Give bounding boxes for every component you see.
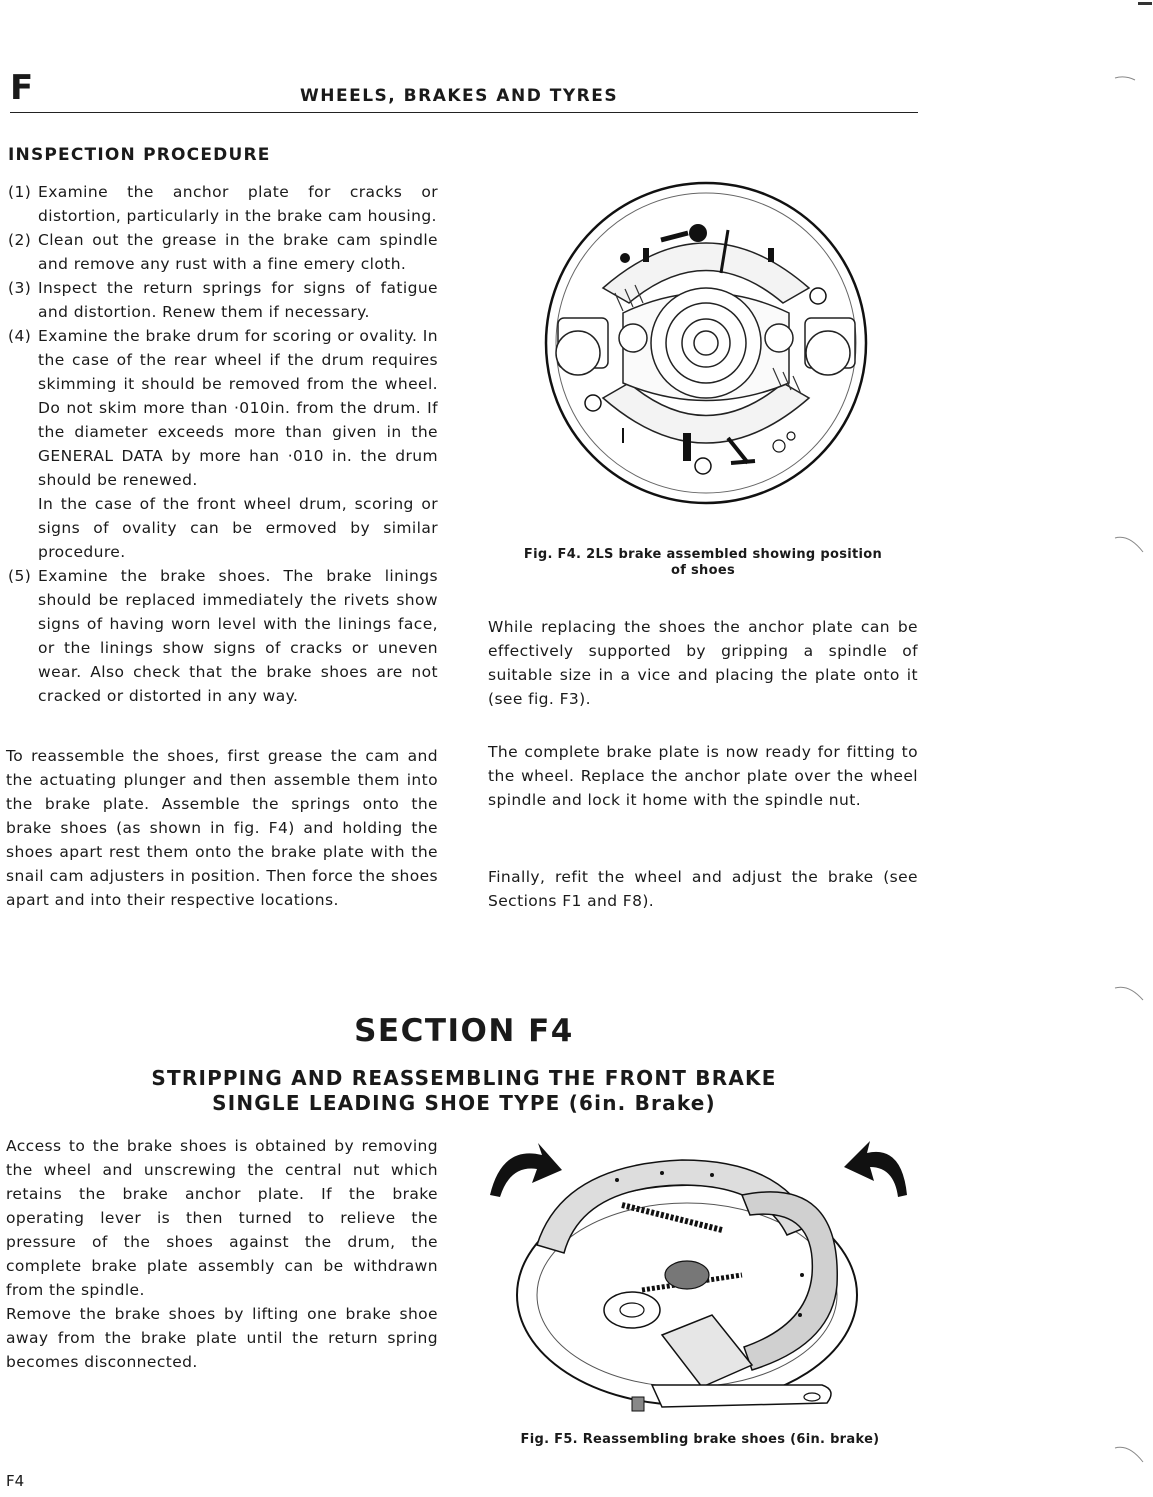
header-rule <box>10 112 918 113</box>
margin-marks <box>1113 0 1153 1497</box>
inspection-step <box>8 276 438 324</box>
step-text: Examine the anchor plate for cracks or distortion, particularly in the brake cam housing. <box>38 183 438 225</box>
section-letter: F <box>10 68 34 108</box>
inspection-heading: INSPECTION PROCEDURE <box>8 145 271 165</box>
figure-f4-caption-line2: of shoes <box>671 563 735 578</box>
right-paragraph-1: While replacing the shoes the anchor plate can be effectively supported by gripping a spindle of suitable size in a vice and placing the plate onto it (see fig. F3). <box>488 618 918 708</box>
figure-f5-brake-shoes <box>482 1135 922 1425</box>
step-number: (3) <box>8 279 32 297</box>
reassembly-paragraph: To reassemble the shoes, first grease the cam and the actuating plunger and then assemble them into the brake plate. Assemble the springs onto the brake shoes (as shown in fig. F4) and holding the shoes apart rest them onto the brake plate with the snail cam adjusters in position. Then force the shoes apart and into their respective locations. <box>6 747 438 909</box>
section-paragraph-2: Remove the brake shoes by lifting one brake shoe away from the brake plate until the return spring becomes disconnected. <box>6 1305 438 1371</box>
section-subtitle-line2: SINGLE LEADING SHOE TYPE (6in. Brake) <box>212 1091 716 1115</box>
running-title: WHEELS, BRAKES AND TYRES <box>300 86 619 106</box>
inspection-step <box>8 564 438 708</box>
page-number: F4 <box>6 1472 25 1490</box>
figure-f4-caption-line1: Fig. F4. 2LS brake assembled showing position <box>523 547 883 562</box>
figure-f4-caption <box>488 547 918 579</box>
section-subtitle <box>0 1066 928 1116</box>
section-paragraph-1: Access to the brake shoes is obtained by removing the wheel and unscrewing the central nut which retains the brake anchor plate. If the brake operating lever is then turned to relieve the pressure of the shoes against the drum, the complete brake plate assembly can be withdrawn from the spindle. <box>6 1137 438 1299</box>
step-text: Examine the brake shoes. The brake linings should be replaced immediately the rivets show signs of having worn level with the linings face, or the linings show signs of cracks or uneven wear. Also check that the brake shoes are not cracked or distorted in any way. <box>38 567 438 705</box>
right-paragraph-3: Finally, refit the wheel and adjust the brake (see Sections F1 and F8). <box>488 868 918 910</box>
step-text: Clean out the grease in the brake cam spindle and remove any rust with a fine emery cloth. <box>38 231 438 273</box>
step-number: (5) <box>8 567 32 585</box>
inspection-steps <box>8 180 438 708</box>
step-number: (1) <box>8 183 32 201</box>
step-text: Examine the brake drum for scoring or ovality. In the case of the rear wheel if the drum requires skimming it should be removed from the wheel. Do not skim more than ·010in. from the drum. If the diameter exceeds more than given in the GENERAL DATA by more han ·010 in. the drum should be renewed. <box>38 327 438 489</box>
inspection-step <box>8 324 438 564</box>
section-title: SECTION F4 <box>354 1013 574 1049</box>
right-paragraph-2: The complete brake plate is now ready for fitting to the wheel. Replace the anchor plate over the wheel spindle and lock it home with the spindle nut. <box>488 743 918 809</box>
figure-f5-caption: Fig. F5. Reassembling brake shoes (6in. brake) <box>520 1432 880 1447</box>
step-number: (4) <box>8 327 32 345</box>
figure-f4-brake-assembly <box>543 178 873 508</box>
step-number: (2) <box>8 231 32 249</box>
section-subtitle-line1: STRIPPING AND REASSEMBLING THE FRONT BRAKE <box>151 1066 777 1090</box>
inspection-step <box>8 180 438 228</box>
step-extra-text: In the case of the front wheel drum, scoring or signs of ovality can be ermoved by similar procedure. <box>38 495 438 561</box>
step-text: Inspect the return springs for signs of fatigue and distortion. Renew them if necessary. <box>38 279 438 321</box>
inspection-step <box>8 228 438 276</box>
